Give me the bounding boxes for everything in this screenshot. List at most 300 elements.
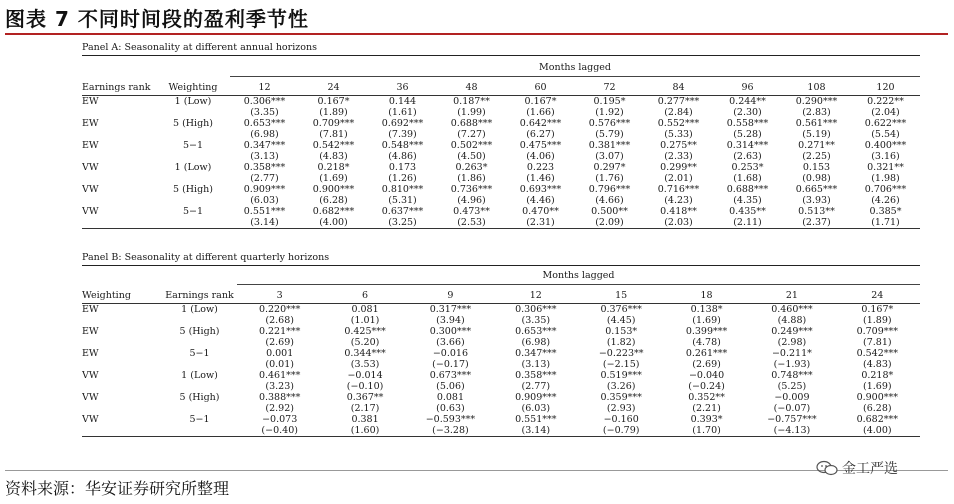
panel-b-months-rule — [237, 284, 920, 285]
tstat-cell: (6.03) — [250, 194, 279, 206]
coef-cell: 0.376*** — [600, 303, 642, 315]
tstat-cell: (0.98) — [802, 172, 831, 184]
table-row — [82, 304, 920, 315]
coef-cell: 0.513** — [798, 205, 835, 217]
tstat-row — [82, 359, 920, 370]
coef-cell: 0.153 — [802, 161, 831, 173]
coef-cell: 0.317*** — [429, 303, 472, 315]
tstat-cell: (4.50) — [457, 150, 486, 162]
tstat-row — [82, 315, 920, 326]
tstat-cell: (5.54) — [871, 128, 900, 140]
coef-cell: 0.909*** — [243, 183, 286, 195]
table-row — [82, 140, 920, 151]
tstat-cell: (6.28) — [319, 194, 348, 206]
blank-cell — [156, 217, 230, 229]
tstat-cell: (2.21) — [692, 402, 721, 414]
blank-cell — [162, 315, 237, 326]
coef-cell: 0.542*** — [856, 347, 899, 359]
tstat-row — [82, 151, 920, 162]
tstat-cell: (1.82) — [606, 336, 636, 348]
tstat-cell: (1.46) — [526, 172, 555, 184]
coef-cell: 0.418** — [660, 205, 697, 217]
tstat-cell: (1.01) — [350, 314, 380, 326]
col-header-horizon: 15 — [615, 289, 628, 301]
tstat-cell: (3.35) — [521, 314, 551, 326]
coef-cell: −0.009 — [774, 391, 810, 403]
coef-cell: 0.081 — [436, 391, 465, 403]
coef-cell: −0.211* — [771, 347, 812, 359]
panel-b-title: Panel B: Seasonality at different quarterly horizons — [82, 252, 330, 263]
col-header-horizon: 108 — [807, 81, 826, 93]
coef-cell: 0.388*** — [258, 391, 301, 403]
tstat-cell: (3.26) — [606, 380, 636, 392]
tstat-cell: (1.98) — [871, 172, 900, 184]
tstat-cell: (1.99) — [457, 106, 486, 118]
coef-cell: 0.244** — [729, 95, 766, 107]
col-header-horizon: 48 — [465, 81, 478, 93]
row-weighting: VW — [82, 369, 99, 381]
tstat-cell: (7.27) — [457, 128, 486, 140]
row-weighting: EW — [82, 303, 99, 315]
tstat-cell: (−0.24) — [688, 380, 725, 392]
row-rank: VW — [82, 161, 99, 173]
tstat-cell: (−4.13) — [773, 424, 811, 436]
tstat-cell: (2.93) — [606, 402, 636, 414]
coef-cell: −0.593*** — [425, 413, 476, 425]
row-rank: EW — [82, 117, 99, 129]
coef-cell: 0.153* — [605, 325, 638, 337]
tstat-cell: (2.01) — [664, 172, 693, 184]
tstat-cell: (5.19) — [802, 128, 831, 140]
tstat-cell: (2.03) — [664, 216, 693, 228]
tstat-cell: (2.09) — [595, 216, 624, 228]
blank-cell — [156, 129, 230, 140]
tstat-cell: (4.26) — [871, 194, 900, 206]
tstat-cell: (2.37) — [802, 216, 831, 228]
row-rank: 5−1 — [189, 347, 210, 359]
tstat-cell: (7.81) — [319, 128, 348, 140]
panel-b-table — [82, 288, 920, 437]
tstat-row — [82, 425, 920, 437]
blank-cell — [82, 425, 162, 437]
row-weighting: EW — [82, 325, 99, 337]
tstat-row — [82, 381, 920, 392]
tstat-cell: (4.00) — [863, 424, 892, 436]
coef-cell: 0.400*** — [864, 139, 907, 151]
tstat-cell: (2.77) — [521, 380, 551, 392]
coef-cell: 0.218* — [317, 161, 350, 173]
row-weighting: 1 (Low) — [174, 95, 212, 107]
tstat-cell: (6.27) — [526, 128, 555, 140]
panel-a — [82, 40, 920, 246]
coef-cell: 0.736*** — [450, 183, 493, 195]
tstat-cell: (7.81) — [863, 336, 892, 348]
coef-cell: 0.271** — [798, 139, 835, 151]
source-note: 资料来源：华安证券研究所整理 — [5, 479, 230, 498]
table-row — [82, 118, 920, 129]
blank-cell — [82, 315, 162, 326]
coef-cell: 0.138* — [690, 303, 723, 315]
coef-cell: 0.716*** — [657, 183, 700, 195]
tstat-cell: (5.31) — [388, 194, 417, 206]
tstat-cell: (4.83) — [319, 150, 348, 162]
coef-cell: 0.748*** — [771, 369, 813, 381]
coef-cell: 0.900*** — [856, 391, 899, 403]
tstat-cell: (2.31) — [526, 216, 555, 228]
coef-cell: 0.551*** — [515, 413, 557, 425]
col-header-horizon: 6 — [362, 289, 369, 301]
tstat-cell: (−3.28) — [432, 424, 469, 436]
tstat-cell: (−0.10) — [346, 380, 384, 392]
tstat-cell: (4.46) — [526, 194, 555, 206]
tstat-cell: (1.60) — [350, 424, 380, 436]
table-row — [82, 184, 920, 195]
coef-cell: 0.576*** — [588, 117, 631, 129]
row-rank: 5 (High) — [179, 325, 220, 337]
coef-cell: 0.306*** — [243, 95, 286, 107]
row-rank: 1 (Low) — [181, 369, 218, 381]
tstat-row — [82, 173, 920, 184]
coef-cell: 0.297* — [593, 161, 626, 173]
col-header-horizon: 3 — [276, 289, 283, 301]
tstat-cell: (−1.93) — [773, 358, 811, 370]
row-rank: 5−1 — [189, 413, 210, 425]
blank-cell — [82, 359, 162, 370]
tstat-cell: (4.86) — [388, 150, 417, 162]
coef-cell: 0.900*** — [312, 183, 355, 195]
tstat-cell: (1.26) — [388, 172, 417, 184]
col-header-horizon: 18 — [700, 289, 713, 301]
col-header-horizon: 96 — [741, 81, 754, 93]
col-header-horizon: 24 — [871, 289, 884, 301]
panel-a-table — [82, 80, 920, 229]
coef-cell: 0.393* — [690, 413, 723, 425]
blank-cell — [162, 381, 237, 392]
coef-cell: 0.561*** — [795, 117, 838, 129]
table-rule — [82, 228, 920, 229]
table-row — [82, 96, 920, 107]
coef-cell: 0.167* — [861, 303, 894, 315]
panel-a-months-lagged: Months lagged — [539, 62, 611, 73]
row-weighting: VW — [82, 413, 99, 425]
coef-cell: 0.706*** — [864, 183, 907, 195]
table-row — [82, 348, 920, 359]
coef-cell: 0.359*** — [600, 391, 642, 403]
coef-cell: 0.385* — [869, 205, 902, 217]
coef-cell: 0.314*** — [726, 139, 769, 151]
tstat-cell: (2.68) — [265, 314, 294, 326]
coef-cell: 0.218* — [861, 369, 894, 381]
col-header-horizon: 72 — [603, 81, 616, 93]
blank-cell — [82, 151, 156, 162]
tstat-cell: (4.45) — [606, 314, 636, 326]
coef-cell: −0.016 — [432, 347, 469, 359]
coef-cell: 0.358*** — [243, 161, 286, 173]
coef-cell: 0.475*** — [519, 139, 562, 151]
tstat-cell: (3.14) — [521, 424, 551, 436]
row-rank: VW — [82, 183, 99, 195]
col-header-horizon: 12 — [258, 81, 271, 93]
tstat-cell: (3.13) — [250, 150, 279, 162]
table-row — [82, 414, 920, 425]
col-header-horizon: 36 — [396, 81, 409, 93]
tstat-cell: (2.98) — [777, 336, 807, 348]
row-rank: EW — [82, 95, 99, 107]
coef-cell: 0.653*** — [515, 325, 557, 337]
source-rule — [5, 470, 948, 471]
coef-cell: 0.367** — [346, 391, 384, 403]
table-rule-cell — [82, 436, 920, 437]
tstat-cell: (3.13) — [521, 358, 551, 370]
tstat-cell: (3.53) — [350, 358, 380, 370]
coef-cell: 0.551*** — [243, 205, 286, 217]
row-rank: EW — [82, 139, 99, 151]
coef-cell: 0.642*** — [519, 117, 562, 129]
blank-cell — [156, 151, 230, 162]
col-header-weighting: Weighting — [168, 81, 218, 93]
tstat-cell: (1.66) — [526, 106, 555, 118]
coef-cell: 0.381*** — [588, 139, 631, 151]
coef-cell: 0.688*** — [450, 117, 493, 129]
coef-cell: 0.558*** — [726, 117, 769, 129]
coef-cell: 0.001 — [266, 347, 294, 359]
coef-cell: 0.435** — [729, 205, 766, 217]
coef-cell: 0.682*** — [312, 205, 355, 217]
tstat-cell: (2.17) — [350, 402, 380, 414]
tstat-cell: (5.79) — [595, 128, 624, 140]
tstat-cell: (4.83) — [863, 358, 892, 370]
tstat-row — [82, 337, 920, 348]
tstat-cell: (6.98) — [521, 336, 551, 348]
panel-a-top-rule — [82, 55, 920, 56]
wechat-icon — [816, 460, 838, 476]
coef-cell: 0.344*** — [344, 347, 386, 359]
coef-cell: 0.425*** — [344, 325, 386, 337]
coef-cell: 0.275** — [660, 139, 697, 151]
blank-cell — [82, 217, 156, 229]
tstat-cell: (3.94) — [436, 314, 465, 326]
tstat-cell: (5.33) — [664, 128, 693, 140]
tstat-cell: (0.63) — [436, 402, 465, 414]
coef-cell: 0.253* — [731, 161, 764, 173]
tstat-cell: (3.16) — [871, 150, 900, 162]
tstat-cell: (6.98) — [250, 128, 279, 140]
tstat-cell: (5.06) — [436, 380, 465, 392]
panel-a-title: Panel A: Seasonality at different annual horizons — [82, 42, 317, 53]
coef-cell: 0.220*** — [258, 303, 301, 315]
tstat-cell: (4.00) — [319, 216, 348, 228]
coef-cell: −0.160 — [603, 413, 639, 425]
coef-cell: 0.399*** — [685, 325, 728, 337]
coef-cell: 0.187** — [453, 95, 490, 107]
row-weighting: EW — [82, 347, 99, 359]
coef-cell: 0.637*** — [381, 205, 424, 217]
row-weighting: 5−1 — [182, 139, 204, 151]
coef-cell: 0.796*** — [588, 183, 631, 195]
blank-cell — [82, 337, 162, 348]
coef-cell: 0.300*** — [429, 325, 472, 337]
row-rank: VW — [82, 205, 99, 217]
tstat-cell: (0.01) — [265, 358, 294, 370]
coef-cell: 0.195* — [593, 95, 626, 107]
tstat-cell: (5.28) — [733, 128, 762, 140]
tstat-row — [82, 403, 920, 414]
coef-cell: 0.223 — [526, 161, 555, 173]
coef-cell: 0.277*** — [657, 95, 700, 107]
row-rank: 1 (Low) — [181, 303, 218, 315]
row-weighting: 5 (High) — [173, 117, 213, 129]
panel-b-top-rule — [82, 265, 920, 266]
coef-cell: −0.223** — [598, 347, 644, 359]
coef-cell: 0.709*** — [312, 117, 355, 129]
table-row — [82, 370, 920, 381]
col-header-horizon: 24 — [327, 81, 340, 93]
tstat-cell: (1.86) — [457, 172, 486, 184]
tstat-cell: (1.69) — [692, 314, 721, 326]
coef-cell: 0.144 — [388, 95, 417, 107]
tstat-cell: (3.66) — [436, 336, 465, 348]
coef-cell: 0.167* — [317, 95, 350, 107]
tstat-cell: (−0.07) — [773, 402, 811, 414]
tstat-cell: (4.23) — [664, 194, 693, 206]
tstat-cell: (3.93) — [802, 194, 831, 206]
coef-cell: 0.682*** — [856, 413, 899, 425]
table-row — [82, 392, 920, 403]
tstat-row — [82, 217, 920, 229]
coef-cell: 0.249*** — [771, 325, 813, 337]
coef-cell: 0.519*** — [600, 369, 642, 381]
tstat-cell: (3.07) — [595, 150, 624, 162]
blank-cell — [82, 173, 156, 184]
coef-cell: 0.673*** — [429, 369, 472, 381]
coef-cell: 0.221*** — [258, 325, 301, 337]
coef-cell: −0.073 — [262, 413, 298, 425]
tstat-cell: (6.03) — [521, 402, 551, 414]
tstat-cell: (4.88) — [777, 314, 807, 326]
blank-cell — [162, 403, 237, 414]
coef-cell: 0.692*** — [381, 117, 424, 129]
tstat-cell: (2.92) — [265, 402, 294, 414]
coef-cell: 0.542*** — [312, 139, 355, 151]
blank-cell — [162, 359, 237, 370]
panel-a-months-rule — [230, 76, 920, 77]
tstat-cell: (2.04) — [871, 106, 900, 118]
coef-cell: 0.470** — [522, 205, 559, 217]
tstat-cell: (2.84) — [664, 106, 693, 118]
coef-cell: 0.622*** — [864, 117, 907, 129]
blank-cell — [82, 107, 156, 118]
tstat-cell: (2.63) — [733, 150, 762, 162]
coef-cell: −0.040 — [688, 369, 725, 381]
tstat-row — [82, 107, 920, 118]
coef-cell: 0.909*** — [515, 391, 557, 403]
tstat-cell: (4.66) — [595, 194, 624, 206]
tstat-cell: (7.39) — [388, 128, 417, 140]
coef-cell: 0.352** — [688, 391, 725, 403]
coef-cell: 0.347*** — [243, 139, 286, 151]
table-row — [82, 162, 920, 173]
header-row — [82, 288, 920, 303]
tstat-cell: (2.33) — [664, 150, 693, 162]
coef-cell: 0.461*** — [258, 369, 301, 381]
col-header-earnings-rank: Earnings rank — [82, 81, 151, 93]
tstat-cell: (5.25) — [777, 380, 807, 392]
coef-cell: 0.167* — [524, 95, 557, 107]
coef-cell: 0.261*** — [685, 347, 728, 359]
blank-cell — [82, 403, 162, 414]
tstat-cell: (2.30) — [733, 106, 762, 118]
blank-cell — [162, 425, 237, 437]
table-rule — [82, 436, 920, 437]
blank-cell — [156, 173, 230, 184]
coef-cell: 0.290*** — [795, 95, 838, 107]
tstat-cell: (−0.79) — [602, 424, 640, 436]
row-weighting: 1 (Low) — [174, 161, 212, 173]
table-row — [82, 206, 920, 217]
tstat-cell: (2.11) — [733, 216, 762, 228]
panel-b-months-lagged: Months lagged — [542, 270, 615, 281]
coef-cell: 0.502*** — [450, 139, 493, 151]
coef-cell: 0.358*** — [515, 369, 557, 381]
tstat-cell: (5.20) — [350, 336, 380, 348]
tstat-cell: (1.92) — [595, 106, 624, 118]
blank-cell — [82, 195, 156, 206]
row-weighting: 5−1 — [182, 205, 204, 217]
table-rule-cell — [82, 228, 920, 229]
tstat-cell: (4.96) — [457, 194, 486, 206]
tstat-cell: (1.89) — [319, 106, 348, 118]
coef-cell: 0.709*** — [856, 325, 899, 337]
logo-text: 金工严选 — [842, 461, 898, 477]
page-title: 图表 7 不同时间段的盈利季节性 — [5, 7, 309, 31]
col-header-horizon: 9 — [447, 289, 454, 301]
tstat-cell: (2.69) — [692, 358, 721, 370]
tstat-cell: (4.35) — [733, 194, 762, 206]
coef-cell: 0.173 — [388, 161, 417, 173]
tstat-cell: (2.69) — [265, 336, 294, 348]
tstat-cell: (−0.40) — [261, 424, 298, 436]
tstat-cell: (4.78) — [692, 336, 721, 348]
coef-cell: 0.299** — [660, 161, 697, 173]
header-row — [82, 80, 920, 95]
tstat-cell: (1.70) — [692, 424, 721, 436]
tstat-cell: (6.28) — [863, 402, 892, 414]
col-header-horizon: 21 — [785, 289, 798, 301]
tstat-cell: (1.61) — [388, 106, 417, 118]
coef-cell: 0.473** — [453, 205, 490, 217]
col-header-horizon: 120 — [876, 81, 895, 93]
coef-cell: 0.321** — [867, 161, 904, 173]
tstat-cell: (3.35) — [250, 106, 279, 118]
tstat-cell: (1.71) — [871, 216, 900, 228]
col-header-earnings-rank: Earnings rank — [165, 289, 234, 301]
blank-cell — [156, 195, 230, 206]
coef-cell: 0.548*** — [381, 139, 424, 151]
panel-b — [82, 250, 920, 466]
coef-cell: 0.500** — [591, 205, 628, 217]
coef-cell: 0.263* — [455, 161, 488, 173]
table-row — [82, 326, 920, 337]
tstat-cell: (2.53) — [457, 216, 486, 228]
tstat-cell: (2.25) — [802, 150, 831, 162]
tstat-cell: (1.89) — [863, 314, 892, 326]
coef-cell: 0.081 — [351, 303, 379, 315]
blank-cell — [82, 129, 156, 140]
tstat-cell: (3.14) — [250, 216, 279, 228]
col-header-weighting: Weighting — [82, 289, 131, 301]
coef-cell: 0.347*** — [515, 347, 557, 359]
blank-cell — [162, 337, 237, 348]
